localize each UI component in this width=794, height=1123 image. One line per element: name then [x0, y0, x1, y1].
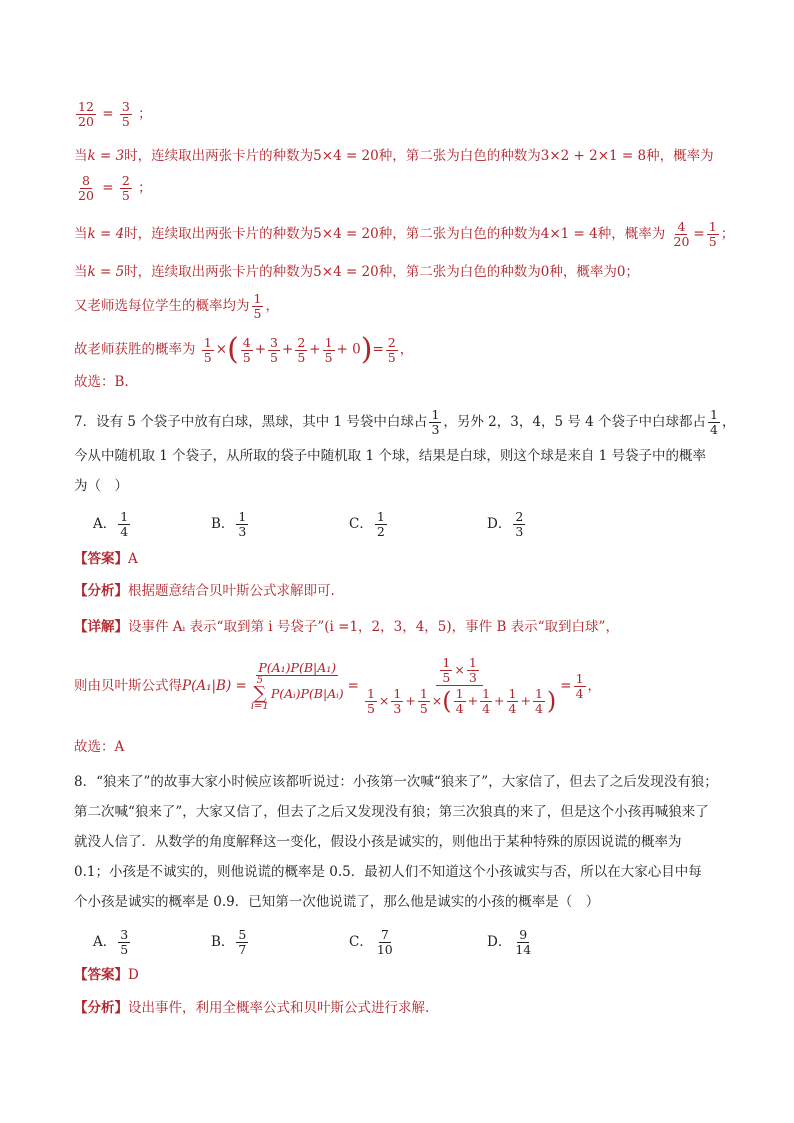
q7-option-c[interactable]: C． $\frac{1}{2}$ — [349, 509, 385, 539]
q8-analysis: 【分析】设出事件，利用全概率公式和贝叶斯公式进行求解. — [74, 1000, 430, 1016]
q7-option-d[interactable]: D． $\frac{2}{3}$ — [487, 509, 524, 539]
q8-line-5: 个小孩是诚实的概率是 0.9．已知第一次他说谎了，那么他是诚实的小孩的概率是（ ） — [74, 894, 600, 910]
q8-line-1: 8．“狼来了”的故事大家小时候应该都听说过：小孩第一次喊“狼来了”，大家信了，但去了之后发现没有狼； — [74, 774, 718, 790]
case-k3: 当k = 3时，连续取出两张卡片的种数为5×4 = 20种，第二张为白色的种数为3×2 + 2×1 = 8种，概率为 — [74, 148, 714, 164]
q8-option-d[interactable]: D． $\frac{9}{14}$ — [487, 927, 532, 957]
q7-answer: 【答案】A — [74, 551, 138, 567]
fraction-line-1: $\frac{12}{20}$ = $\frac{3}{5}$ ； — [78, 99, 152, 129]
select-probability-line: 又老师选每位学生的概率均为 $\frac{1}{5}$ ， — [74, 291, 279, 321]
q8-option-c[interactable]: C． $\frac{7}{10}$ — [349, 927, 393, 957]
q7-option-b[interactable]: B． $\frac{1}{3}$ — [211, 509, 247, 539]
q8-line-4: 0.1；小孩是不诚实的，则他说谎的概率是 0.5．最初人们不知道这个小孩诚实与否，所以在大家心目中每 — [74, 864, 702, 880]
q7-detail: 【详解】设事件 Aᵢ 表示“取到第 i 号袋子”(i =1，2，3，4，5)，事件 B 表示“取到白球”， — [74, 619, 619, 635]
q7-line-3: 为（ ） — [74, 478, 128, 494]
q8-line-2: 第二次喊“狼来了”，大家又信了，但去了之后又发现没有狼；第三次狼真的来了，但是这个小孩再喊狼来了 — [74, 804, 709, 820]
q7-analysis: 【分析】根据题意结合贝叶斯公式求解即可. — [74, 583, 335, 599]
q8-option-a[interactable]: A． $\frac{3}{5}$ — [93, 927, 129, 957]
q7-line-1: 7．设有 5 个袋子中放有白球，黑球，其中 1 号袋中白球占 $\frac{1}{3}$ ，另外 2，3，4，5 号 4 个袋子中白球都占 $\frac{1}{4}$ ， — [74, 407, 736, 437]
case-k4: 当k = 4时，连续取出两张卡片的种数为5×4 = 20种，第二张为白色的种数为4×1 = 4种，概率为 $\frac{4}{20}$ = $\frac{1}{5}$ ； — [74, 219, 735, 249]
q8-line-3: 就没人信了．从数学的角度解释这一变化，假设小孩是诚实的，则他出于某种特殊的原因说谎的概率为 — [74, 834, 682, 850]
fraction-line-2: $\frac{8}{20}$ = $\frac{2}{5}$ ； — [78, 173, 152, 203]
q7-bayes-formula: 则由贝叶斯公式得 P(A₁|B) = P(A₁)P(B|A₁) 5 ∑ i=1 P(Aᵢ)P(B|Aᵢ) = $\frac{1}{5}$ × $\frac{1}{3}$ $\frac{1}{5}$ × $\frac{1}{3}$ + $\frac{1}{5}$ × ( $\frac{1}{4}$ + $\frac{1}{4}$ + $\frac{1}{4}$ + $\frac{1}{4}$ ) = $\frac{1}{4}$ ， — [74, 655, 602, 716]
q7-option-a[interactable]: A． $\frac{1}{4}$ — [93, 509, 129, 539]
case-k5: 当k = 5时，连续取出两张卡片的种数为5×4 = 20种，第二张为白色的种数为0种，概率为0； — [74, 264, 639, 280]
q7-choose: 故选：A — [74, 739, 125, 755]
q7-line-2: 今从中随机取 1 个袋子，从所取的袋子中随机取 1 个球，结果是白球，则这个球是来自 1 号袋子中的概率 — [74, 448, 707, 464]
q8-answer: 【答案】D — [74, 967, 139, 983]
q8-option-b[interactable]: B． $\frac{5}{7}$ — [211, 927, 247, 957]
win-probability-line: 故老师获胜的概率为 $\frac{1}{5}$ ×( $\frac{4}{5}$ + $\frac{3}{5}$ + $\frac{2}{5}$ + $\frac{1}{5}$ + 0)= $\frac{2}{5}$ ， — [74, 332, 414, 367]
choose-b: 故选：B. — [74, 374, 129, 390]
